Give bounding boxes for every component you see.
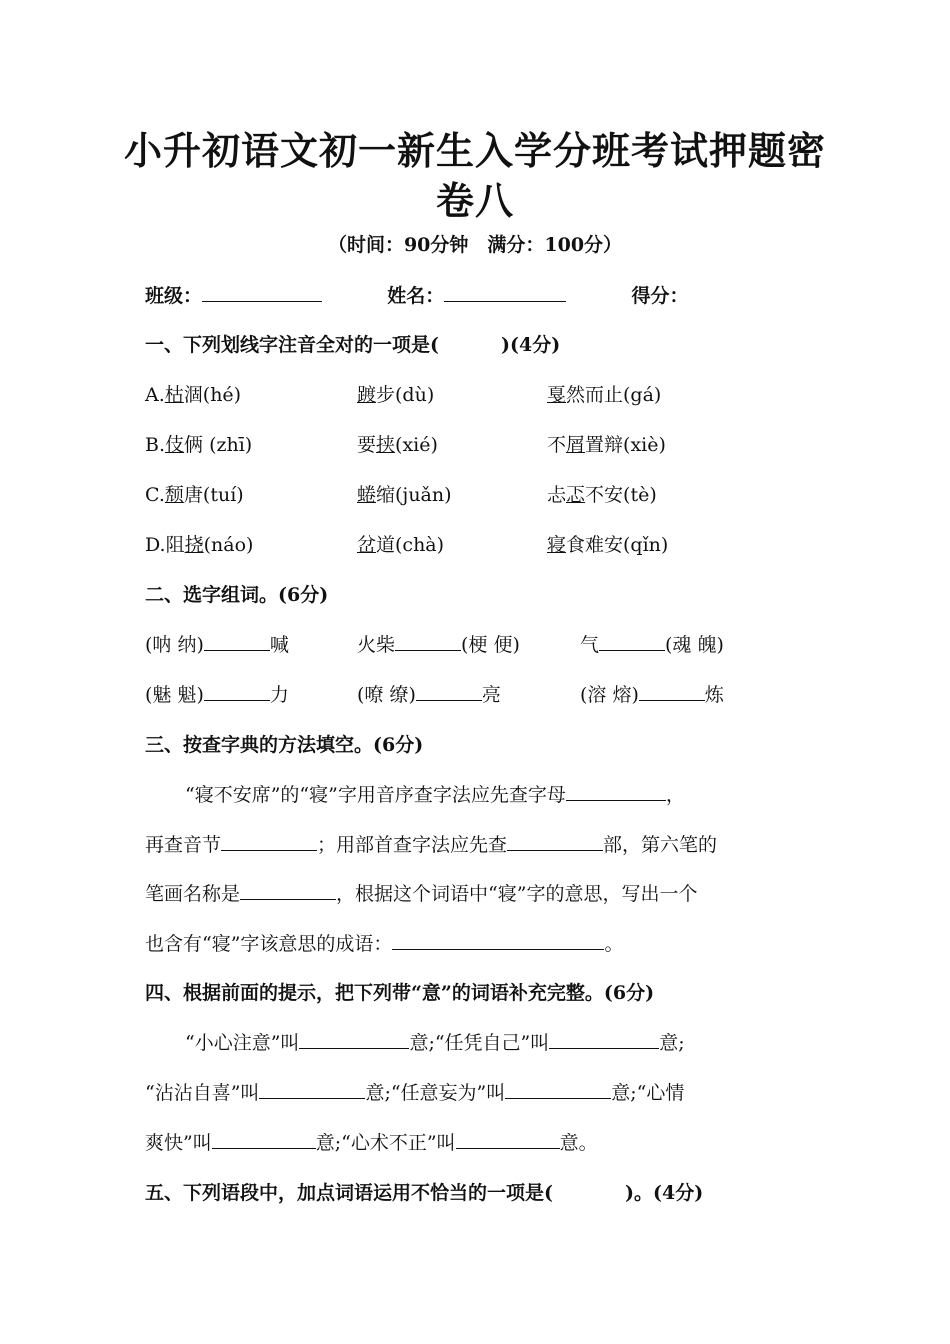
q3-blank-syllable[interactable]: [221, 832, 317, 851]
q5-heading: [145, 1178, 703, 1205]
q1-option-a-1: A.枯涸(hé): [145, 384, 242, 406]
q2-item-2: 火柴 (梗 便): [357, 634, 520, 656]
q3-blank-radical[interactable]: [507, 832, 603, 851]
q4-blank-1[interactable]: [299, 1030, 409, 1049]
q1-option-c-2: 蜷缩(juǎn): [357, 484, 452, 506]
q4-blank-6[interactable]: [456, 1130, 560, 1149]
q3-line-1: “寝不安席”的“寝”字用音序查字法应先查字母 ，: [185, 784, 685, 806]
q1-option-a-2: 踱步(dù): [357, 384, 435, 406]
q4-line-2: “沾沾自喜”叫 意;“任意妄为”叫 意;“心情: [145, 1082, 685, 1104]
q1-option-b-3: 不屑置辩(xiè): [547, 434, 666, 456]
q4-heading: 四、根据前面的提示，把下列带“意”的词语补充完整。(6分): [145, 982, 655, 1004]
q3-heading: 三、按查字典的方法填空。(6分): [145, 734, 424, 756]
q1-option-b-2: 要挟(xié): [357, 434, 438, 456]
q2-blank-3[interactable]: [599, 632, 665, 651]
q3-line-3: 笔画名称是 ，根据这个词语中“寝”字的意思，写出一个: [145, 883, 698, 905]
q1-option-c-1: C.颓唐(tuí): [145, 484, 244, 506]
q1-option-a-3: 戛然而止(gá): [547, 384, 662, 406]
q5-heading-score: )。(4分): [625, 1182, 704, 1204]
q3-blank-stroke[interactable]: [240, 881, 336, 900]
class-label: 班级：: [145, 285, 203, 307]
q5-heading-text: 五、下列语段中，加点词语运用不恰当的一项是(: [145, 1182, 553, 1204]
score-label: 得分：: [631, 285, 689, 307]
q2-item-3: 气 (魂 魄): [580, 634, 724, 656]
class-blank[interactable]: [202, 283, 322, 302]
q4-blank-3[interactable]: [259, 1080, 365, 1099]
q4-line-3: 爽快”叫 意;“心术不正”叫 意。: [145, 1132, 598, 1154]
q2-item-6: (溶 熔) 炼: [580, 684, 724, 706]
page-title-line2: 卷八: [435, 179, 514, 223]
q2-item-4: (魅 魁) 力: [145, 684, 289, 706]
q1-option-d-3: 寝食难安(qǐn): [547, 534, 669, 556]
q3-line-2: 再查音节 ；用部首查字法应先查 部，第六笔的: [145, 834, 718, 856]
page-title-line1: 小升初语文初一新生入学分班考试押题密: [123, 129, 826, 173]
q2-item-1: (呐 纳) 喊: [145, 634, 289, 656]
q4-blank-5[interactable]: [212, 1130, 316, 1149]
q2-heading: 二、选字组词。(6分): [145, 584, 329, 606]
q2-blank-4[interactable]: [204, 682, 270, 701]
q2-blank-5[interactable]: [416, 682, 482, 701]
q2-blank-6[interactable]: [639, 682, 705, 701]
q1-option-d-2: 岔道(chà): [357, 534, 445, 556]
q2-blank-2[interactable]: [395, 632, 461, 651]
name-label: 姓名：: [387, 285, 445, 307]
q3-blank-letter[interactable]: [566, 782, 666, 801]
exam-subtitle: （时间：90分钟 满分：100分）: [327, 234, 623, 256]
q1-heading-text: 一、下列划线字注音全对的一项是(: [145, 334, 439, 356]
q3-blank-idiom[interactable]: [392, 931, 604, 950]
q1-heading: [145, 330, 560, 357]
q2-item-5: (嘹 缭) 亮: [357, 684, 501, 706]
q1-option-d-1: D.阻挠(náo): [145, 534, 254, 556]
q1-option-c-3: 忐忑不安(tè): [547, 484, 657, 506]
q4-blank-4[interactable]: [505, 1080, 611, 1099]
q2-blank-1[interactable]: [204, 632, 270, 651]
q4-blank-2[interactable]: [549, 1030, 659, 1049]
q1-option-b-1: B.伎俩 (zhī): [145, 434, 253, 456]
q4-line-1: “小心注意”叫 意;“任凭自己”叫 意;: [185, 1032, 685, 1054]
header-fields: [145, 281, 689, 308]
q1-heading-score: )(4分): [501, 334, 561, 356]
name-blank[interactable]: [444, 283, 566, 302]
q3-line-4: 也含有“寝”字该意思的成语： 。: [145, 933, 624, 955]
